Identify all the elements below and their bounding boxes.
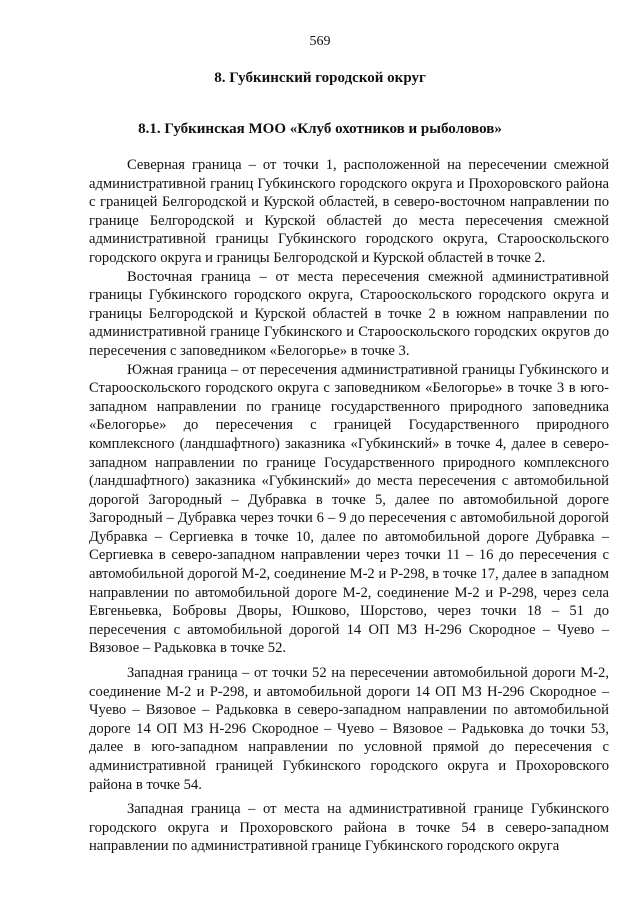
paragraph-east-boundary: Восточная граница – от места пересечения смежной административной границы Губкинского городского округа, Старооскольского городского округа и границы Белгородской и Курской областей в точке 2 в южном направлении по административной границе Губкинского и Старооскольского городских округов до пересечения с заповедником «Белогорье» в точке 3. [89, 268, 609, 359]
paragraph-south-boundary: Южная граница – от пересечения административной границы Губкинского и Старооскольского городского округа с заповедником «Белогорье» в точке 3 в юго-западном направлении по границе государственного природного заповедника «Белогорье» до пересечения с границей Государственного природного комплексного (ландшафтного) заказника «Губкинский» в точке 4, далее в северо-западном направлении по границе Государственного природного комплексного (ландшафтного) заказника «Губкинский» до места пересечения с автомобильной дорогой Загородный – Дубравка в точке 5, далее по автомобильной дороге Загородный – Дубравка через точки 6 – 9 до пересечения с автомобильной дорогой Дубравка – Сергиевка в точке 10, далее по автомобильной дороге Дубравка – Сергиевка в северо-западном направлении через точки 11 – 16 до пересечения с автомобильной дорогой М-2, соединение М-2 и Р-298, в точке 17, далее в западном направлении по автомобильной дороге М-2, соединение М-2 и Р-298, через села Евгеньевка, Бобровы Дворы, Юшково, Шорстово, через точки 18 – 51 до пересечения с автомобильной дорогой 14 ОП МЗ Н-296 Скородное – Чуево – Вязовое – Радьковка в точке 52. [89, 361, 609, 657]
paragraph-west-boundary-continued: Западная граница – от места на административной границе Губкинского городского округа и Прохоровского района в точке 54 в северо-западном направлении по административной границе Губкинского городского округа [89, 801, 609, 855]
section-title: 8.1. Губкинская МОО «Клуб охотников и рыболовов» [138, 121, 502, 137]
chapter-title: 8. Губкинский городской округ [214, 70, 426, 86]
document-body [89, 154, 609, 856]
page-number: 569 [309, 34, 331, 49]
paragraph-north-boundary: Северная граница – от точки 1, расположенной на пересечении смежной административной границ Губкинского городского округа и Прохоровского района с границей Белгородской и Курской областей, в северо-восточном направлении по границе Белгородской и Курской областей до места пересечения смежной административной границы Губкинского городского округа, Старооскольского городского округа и границы Белгородской и Курской областей в точке 2. [89, 157, 609, 266]
paragraph-west-boundary: Западная граница – от точки 52 на пересечении автомобильной дороги М-2, соединение М-2 и Р-298, и автомобильной дороги 14 ОП МЗ Н-296 Скородное – Чуево – Вязовое – Радьковка в северо-западном направлении по автомобильной дороге 14 ОП МЗ Н-296 Скородное – Чуево – Вязовое – Радьковка до точки 53, далее в юго-западном направлении по условной прямой до пересечения с административной границей Губкинского городского округа и Прохоровского района в точке 54. [89, 665, 609, 793]
